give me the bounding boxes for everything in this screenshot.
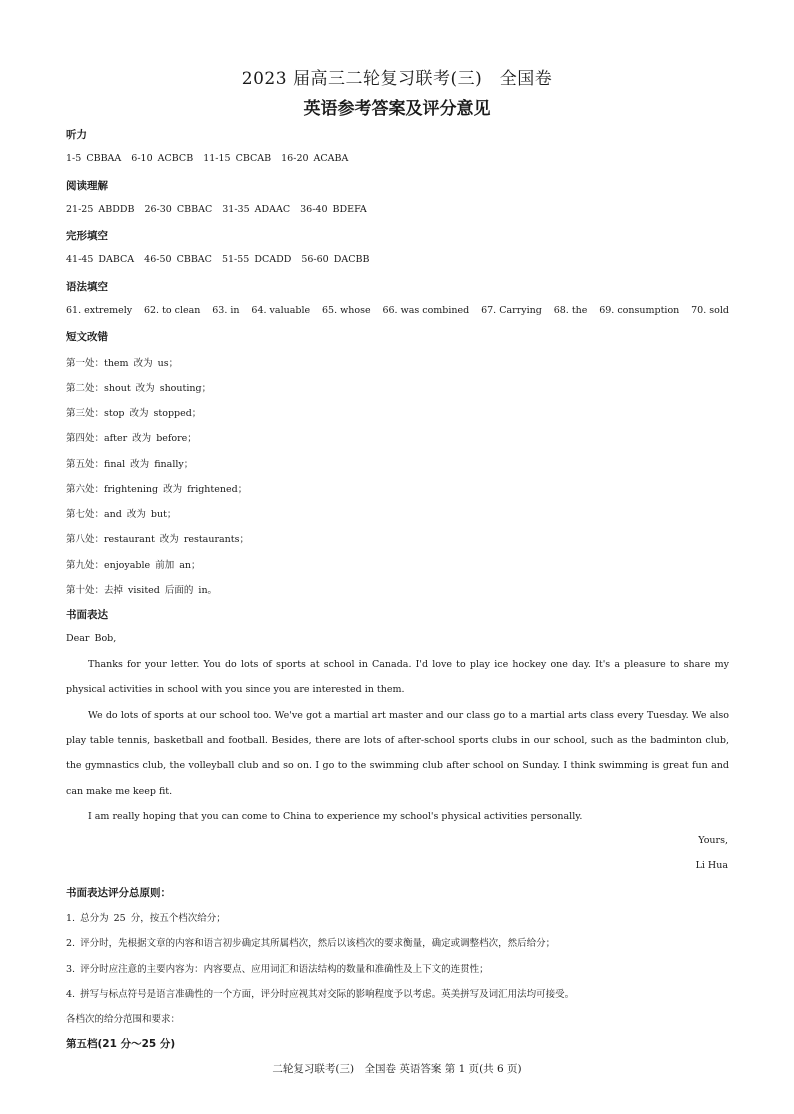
answer-group: 36-40 BDEFA	[300, 204, 367, 215]
scoring-rule: 4. 拼写与标点符号是语言准确性的一个方面，评分时应视其对交际的影响程度予以考虑。英美拼写及词汇用法均可接受。	[66, 989, 575, 1000]
correction-item: 第十处：去掉 visited 后面的 in。	[66, 585, 218, 596]
correction-item: 第七处：and 改为 but；	[66, 509, 177, 520]
grammar-answer: 67. Carrying	[481, 305, 542, 316]
reading-heading: 阅读理解	[66, 180, 108, 192]
page-title: 2023 届高三二轮复习联考(三) 全国卷	[241, 69, 553, 89]
grammar-answer: 61. extremely	[66, 305, 133, 316]
answer-group: 6-10 ACBCB	[131, 153, 194, 164]
answer-group: 31-35 ADAAC	[222, 204, 291, 215]
correction-item: 第八处：restaurant 改为 restaurants；	[66, 534, 249, 545]
letter-closing: Yours,	[698, 835, 728, 846]
scoring-rule: 2. 评分时，先根据文章的内容和语言初步确定其所属档次，然后以该档次的要求衡量，确定或调整档次，然后给分；	[66, 938, 556, 949]
grammar-answer: 70. sold	[691, 305, 729, 316]
letter-paragraph: I am really hoping that you can come to China to experience my school's physical activities personally.	[88, 811, 583, 822]
correction-heading: 短文改错	[66, 331, 108, 343]
answer-group: 26-30 CBBAC	[144, 204, 213, 215]
writing-heading: 书面表达	[66, 609, 108, 621]
grammar-answers	[66, 305, 729, 316]
answer-group: 11-15 CBCAB	[203, 153, 272, 164]
letter-paragraph: Thanks for your letter. You do lots of sports at school in Canada. I'd love to play ice hockey one day. It's a pleasure to share my physical activities in school with you since you are interested in them.	[66, 659, 729, 696]
letter-paragraph: We do lots of sports at our school too. We've got a martial art master and our class go to a martial arts class every Tuesday. We also play table tennis, basketball and football. Besides, there are lots of after-school sports clubs in our school, such as the badminton club, the gymnastics club, the volleyball club and so on. I go to the swimming club after school on Sunday. I think swimming is great fun and can make me keep fit.	[66, 710, 729, 797]
answer-group: 56-60 DACBB	[301, 254, 370, 265]
scoring-note: 各档次的给分范围和要求：	[66, 1014, 181, 1025]
level-heading: 第五档(21 分～25 分)	[66, 1038, 176, 1050]
cloze-answers	[66, 254, 369, 265]
correction-item: 第一处：them 改为 us；	[66, 358, 179, 369]
scoring-rule: 1. 总分为 25 分，按五个档次给分；	[66, 913, 226, 924]
correction-item: 第九处：enjoyable 前加 an；	[66, 560, 201, 571]
scoring-rule: 3. 评分时应注意的主要内容为：内容要点、应用词汇和语法结构的数量和准确性及上下文的连贯性；	[66, 964, 489, 975]
grammar-answer: 68. the	[553, 305, 588, 316]
correction-item: 第五处：final 改为 finally；	[66, 459, 194, 470]
answer-group: 41-45 DABCA	[66, 254, 135, 265]
listening-heading: 听力	[66, 129, 87, 141]
grammar-heading: 语法填空	[66, 281, 108, 293]
scoring-heading: 书面表达评分总原则：	[66, 887, 171, 899]
grammar-answer: 69. consumption	[599, 305, 680, 316]
grammar-answer: 64. valuable	[251, 305, 311, 316]
correction-item: 第二处：shout 改为 shouting；	[66, 383, 212, 394]
correction-item: 第六处：frightening 改为 frightened；	[66, 484, 248, 495]
answer-group: 1-5 CBBAA	[66, 153, 122, 164]
correction-item: 第三处：stop 改为 stopped；	[66, 408, 202, 419]
grammar-answer: 66. was combined	[382, 305, 470, 316]
reading-answers	[66, 204, 367, 215]
page-subtitle: 英语参考答案及评分意见	[303, 99, 491, 119]
letter-salutation: Dear Bob,	[66, 633, 117, 644]
grammar-answer: 63. in	[212, 305, 240, 316]
grammar-answer: 65. whose	[321, 305, 371, 316]
grammar-answer: 62. to clean	[143, 305, 201, 316]
answer-group: 16-20 ACABA	[281, 153, 349, 164]
answer-group: 46-50 CBBAC	[144, 254, 212, 265]
answer-group: 51-55 DCADD	[221, 254, 292, 265]
answer-group: 21-25 ABDDB	[66, 204, 135, 215]
correction-item: 第四处：after 改为 before；	[66, 433, 197, 444]
listening-answers	[66, 153, 348, 164]
page-footer: 二轮复习联考(三) 全国卷 英语答案 第 1 页(共 6 页)	[272, 1063, 522, 1075]
cloze-heading: 完形填空	[66, 230, 108, 242]
letter-signature: Li Hua	[695, 860, 728, 871]
